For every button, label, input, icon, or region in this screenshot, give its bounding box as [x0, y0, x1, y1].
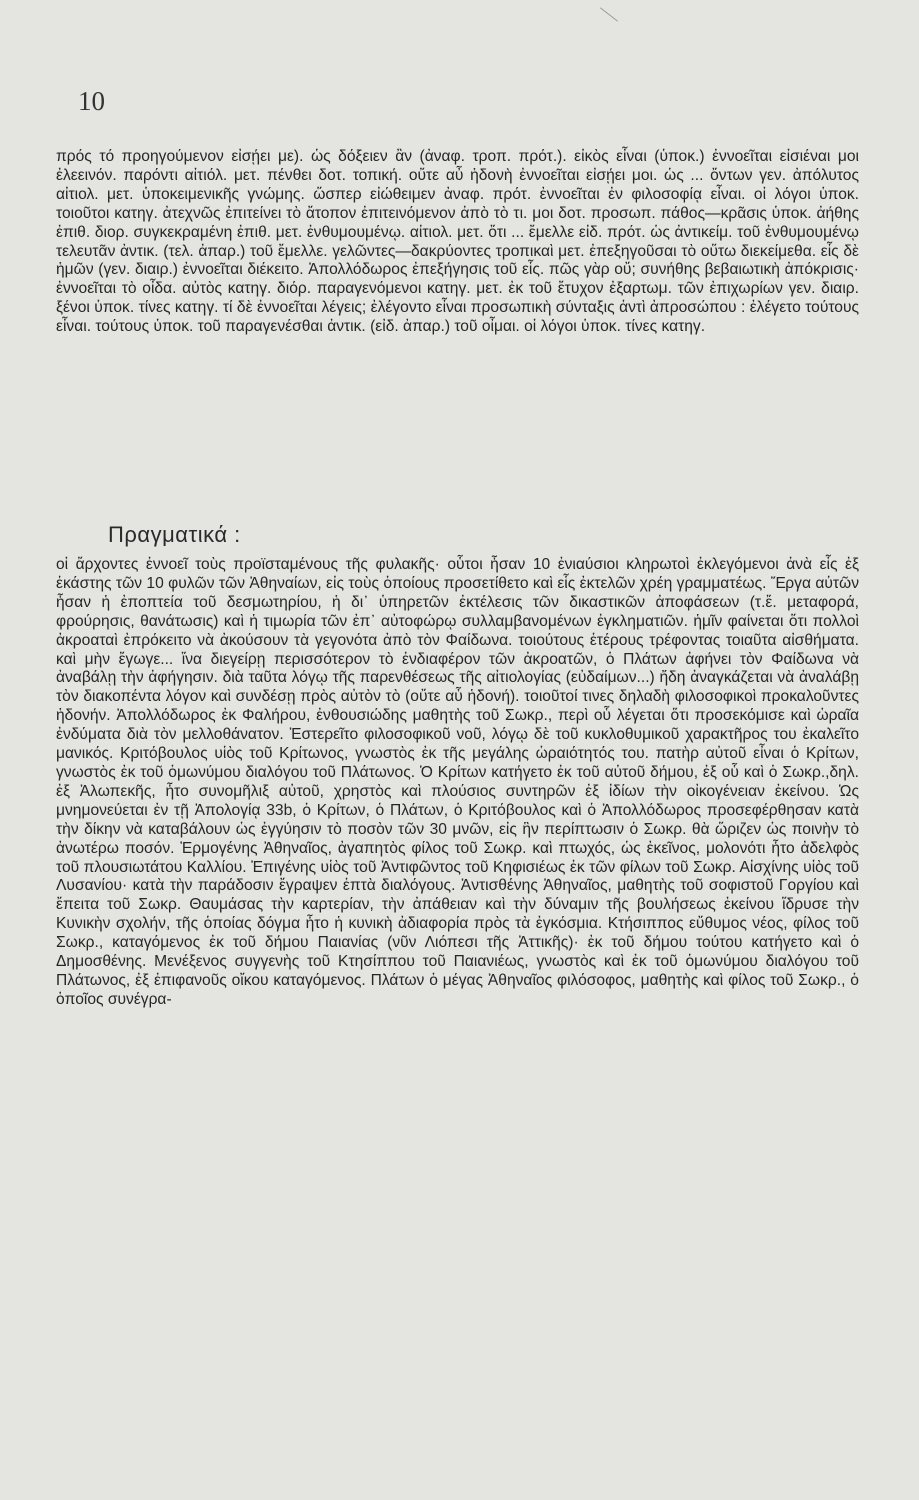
- notes-paragraph: πρός τό προηγούμενον εἰσῄει με). ὡς δόξειεν ἂν (ἀναφ. τροπ. πρότ.). εἰκὸς εἶναι (ὑποκ.) ἐννοεῖται εἰσιέναι μοι ἐλεεινόν. παρόντι αἰτιόλ. μετ. πένθει δοτ. τοπική. οὔτε αὖ ἡδονὴ ἐννοεῖται εἰσῄει μοι. ὡς ... ὄντων γεν. ἀπόλυτος αἰτιολ. μετ. ὑποκειμενικῆς γνώμης. ὥσπερ εἰώθειμεν ἀναφ. πρότ. ἐννοεῖται ἐν φιλοσοφίᾳ εἶναι. οἱ λόγοι ὑποκ. τοιοῦτοι κατηγ. ἀτεχνῶς ἐπιτείνει τὸ ἄτοπον ἐπιτεινόμενον ἀπὸ τὸ τι. μοι δοτ. προσωπ. πάθος—κρᾶσις ὑποκ. ἀήθης ἐπιθ. διορ. συγκεκραμένη ἐπιθ. μετ. ἐνθυμουμένῳ. αἰτιολ. μετ. ὅτι ... ἔμελλε εἰδ. πρότ. ὡς ἀντικείμ. τοῦ ἐνθυμουμένῳ τελευτᾶν ἀντικ. (τελ. ἀπαρ.) τοῦ ἔμελλε. γελῶντες—δακρύοντες τροπικαὶ μετ. ἐπεξηγοῦσαι τὸ οὕτω διεκείμεθα. εἷς δὲ ἡμῶν (γεν. διαιρ.) ἐννοεῖται διέκειτο. Ἀπολλόδωρος ἐπεξήγησις τοῦ εἷς. πῶς γὰρ οὔ; συνήθης βεβαιωτικὴ ἀπόκρισις· ἐννοεῖται τὸ οἶδα. αὐτὸς κατηγ. διόρ. παραγενόμενοι κατηγ. μετ. ἐκ τοῦ ἔτυχον ἐξαρτωμ. τῶν ἐπιχωρίων γεν. διαιρ. ξένοι ὑποκ. τίνες κατηγ. τί δὲ ἐννοεῖται λέγεις; ἐλέγοντο εἶναι προσωπικὴ σύνταξις ἀντὶ ἀπροσώπου : ἐλέγετο τούτους εἶναι. τούτους ὑποκ. τοῦ παραγενέσθαι ἀντικ. (εἰδ. ἀπαρ.) τοῦ οἶμαι. οἱ λόγοι ὑποκ. τίνες κατηγ.: [56, 148, 859, 336]
- content-paragraph: οἱ ἄρχοντες ἐννοεῖ τοὺς προϊσταμένους τῆς φυλακῆς· οὗτοι ἦσαν 10 ἐνιαύσιοι κληρωτοὶ ἐκλεγόμενοι ἀνὰ εἷς ἐξ ἑκάστης τῶν 10 φυλῶν τῶν Ἀθηναίων, εἰς τοὺς ὁποίους προσετίθετο καὶ εἷς ἐκτελῶν χρέη γραμματέως. Ἔργα αὐτῶν ἦσαν ἡ ἐποπτεία τοῦ δεσμωτηρίου, ἡ δι᾽ ὑπηρετῶν ἐκτέλεσις τῶν δικαστικῶν ἀποφάσεων (τ.ἔ. μεταφορά, φρούρησις, θανάτωσις) καὶ ἡ τιμωρία τῶν ἐπ᾽ αὐτοφώρῳ συλλαμβανομένων ἐγκληματιῶν. ἡμῖν φαίνεται ὅτι πολλοὶ ἀκροαταὶ ἐπρόκειτο νὰ ἀκούσουν τὰ γεγονότα ἀπὸ τὸν Φαίδωνα. τοιούτους ἑτέρους τρέφοντας τοιαῦτα αἰσθήματα. καὶ μὴν ἔγωγε... ἵνα διεγείρῃ περισσότερον τὸ ἐνδιαφέρον τῶν ἀκροατῶν, ὁ Πλάτων ἀφήνει τὸν Φαίδωνα νὰ ἀναβάλῃ τὴν ἀφήγησιν. διὰ ταῦτα λόγῳ τῆς παρενθέσεως τῆς αἰτιολογίας (εὐδαίμων...) ἤδη ἀναγκάζεται νὰ ἀναλάβῃ τὸν διακοπέντα λόγον καὶ συνδέσῃ πρὸς αὐτὸν τὸ (οὔτε αὖ ἡδονή). τοιοῦτοί τινες δηλαδὴ φιλοσοφικοὶ προκαλοῦντες ἡδονήν. Ἀπολλόδωρος ἐκ Φαλήρου, ἐνθουσιώδης μαθητὴς τοῦ Σωκρ., περὶ οὗ λέγεται ὅτι προσεκόμισε καὶ ὡραῖα ἐνδύματα διὰ τὸν μελλοθάνατον. Ἐστερεῖτο φιλοσοφικοῦ νοῦ, λόγῳ δὲ τοῦ κυκλοθυμικοῦ χαρακτῆρος του ἐκαλεῖτο μανικός. Κριτόβουλος υἱὸς τοῦ Κρίτωνος, γνωστὸς ἐκ τῆς μεγάλης ὡραιότητός του. πατὴρ αὐτοῦ εἶναι ὁ Κρίτων, γνωστὸς ἐκ τοῦ ὁμωνύμου διαλόγου τοῦ Πλάτωνος. Ὁ Κρίτων κατήγετο ἐκ τοῦ αὐτοῦ δήμου, ἐξ οὗ καὶ ὁ Σωκρ.,δηλ. ἐξ Ἀλωπεκῆς, ἦτο συνομῆλιξ αὐτοῦ, χρηστὸς καὶ πλούσιος συντηρῶν ἐξ ἰδίων τὴν οἰκογένειαν ἐκείνου. Ὡς μνημονεύεται ἐν τῇ Ἀπολογίᾳ 33b, ὁ Κρίτων, ὁ Πλάτων, ὁ Κριτόβουλος καὶ ὁ Ἀπολλόδωρος προσεφέρθησαν κατὰ τὴν δίκην νὰ καταβάλουν ὡς ἐγγύησιν τὸ ποσὸν τῶν 30 μνῶν, εἰς ἣν περίπτωσιν ὁ Σωκρ. θὰ ὥριζεν ὡς ποινὴν τὸ ἀνωτέρω ποσόν. Ἑρμογένης Ἀθηναῖος, ἀγαπητὸς φίλος τοῦ Σωκρ. καὶ πτωχός, ὡς ἐκεῖνος, μολονότι ἦτο ἀδελφὸς τοῦ πλουσιωτάτου Καλλίου. Ἐπιγένης υἱὸς τοῦ Ἀντιφῶντος τοῦ Κηφισιέως ἐκ τῶν φίλων τοῦ Σωκρ. Αἰσχίνης υἱὸς τοῦ Λυσανίου· κατὰ τὴν παράδοσιν ἔγραψεν ἑπτὰ διαλόγους. Ἀντισθένης Ἀθηναῖος, μαθητὴς τοῦ σοφιστοῦ Γοργίου καὶ ἔπειτα τοῦ Σωκρ. Θαυμάσας τὴν καρτερίαν, τὴν ἀπάθειαν καὶ τὴν δύναμιν τῆς βουλήσεως ἐκείνου ἵδρυσε τὴν Κυνικὴν σχολήν, τῆς ὁποίας δόγμα ἦτο ἡ κυνικὴ ἀδιαφορία πρὸς τὰ ἐγκόσμια. Κτήσιππος εὔθυμος νέος, φίλος τοῦ Σωκρ., καταγόμενος ἐκ τοῦ δήμου Παιανίας (νῦν Λιόπεσι τῆς Ἀττικῆς)· ἐκ τοῦ δήμου τούτου κατήγετο καὶ ὁ Δημοσθένης. Μενέξενος συγγενὴς τοῦ Κτησίππου τοῦ Παιανιέως, γνωστὸς καὶ ἐκ τοῦ ὁμωνύμου διαλόγου τοῦ Πλάτωνος, ἐξ ἐπιφανοῦς οἴκου καταγόμενος. Πλάτων ὁ μέγας Ἀθηναῖος φιλόσοφος, μαθητὴς καὶ φίλος τοῦ Σωκρ., ὁ ὁποῖος συνέγρα-: [56, 556, 859, 1008]
- grammar-notes: [56, 148, 859, 337]
- section-heading: Πραγματικά :: [108, 522, 241, 547]
- page-number: 10: [78, 86, 105, 116]
- ink-mark: [600, 7, 618, 21]
- historical-notes: [56, 556, 859, 1010]
